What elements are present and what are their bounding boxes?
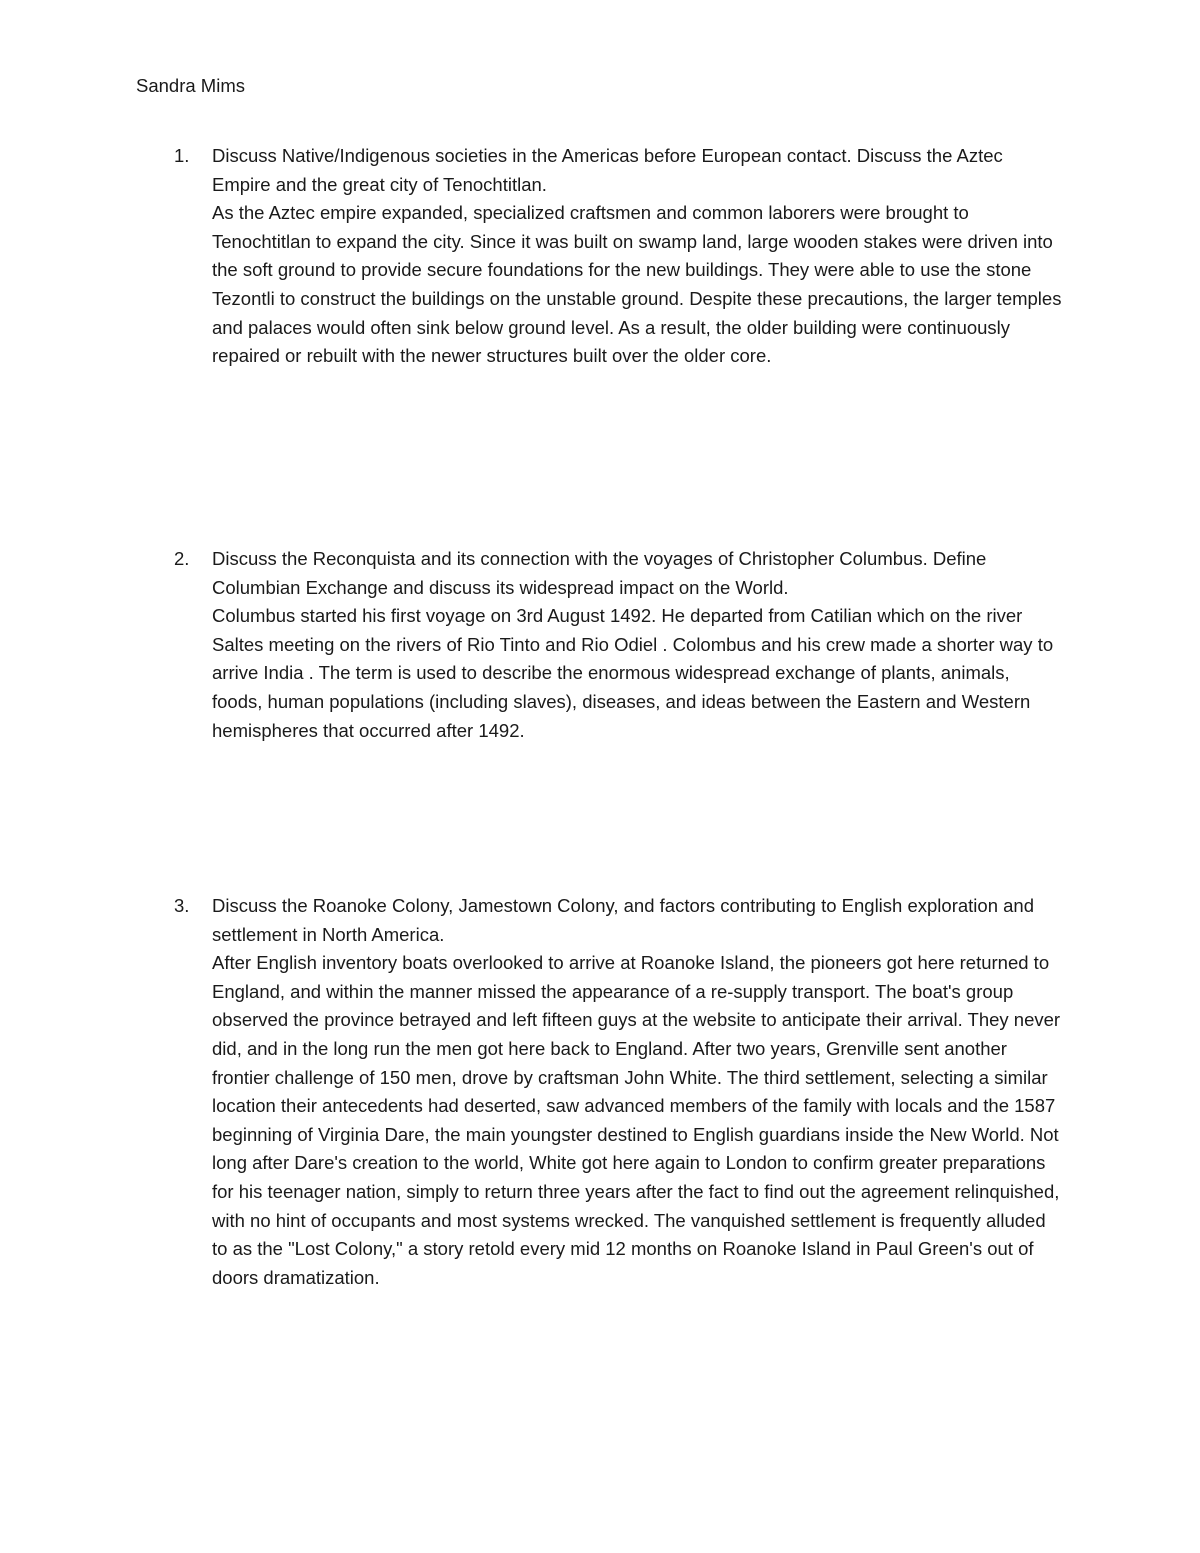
question-prompt: Discuss the Reconquista and its connection with the voyages of Christopher Columbus. Define Columbian Exchange and discuss its widespread impact on the World.: [212, 548, 987, 598]
question-number: 2.: [174, 548, 190, 569]
question-body: [212, 142, 1062, 371]
question-prompt: Discuss the Roanoke Colony, Jamestown Colony, and factors contributing to English exploration and settlement in North America.: [212, 895, 1034, 945]
question-body: [212, 545, 1062, 745]
question-answer: As the Aztec empire expanded, specialized craftsmen and common laborers were brought to Tenochtitlan to expand the city. Since it was built on swamp land, large wooden stakes were driven into the soft ground to provide secure foundations for the new buildings. They were able to use the stone Tezontli to construct the buildings on the unstable ground. Despite these precautions, the larger temples and palaces would often sink below ground level. As a result, the older building were continuously repaired or rebuilt with the newer structures built over the older core.: [212, 202, 1062, 367]
question-body: [212, 892, 1062, 1292]
question-number: 3.: [174, 895, 190, 916]
question-prompt: Discuss Native/Indigenous societies in the Americas before European contact. Discuss the Aztec Empire and the great city of Tenochtitlan.: [212, 145, 1003, 195]
question-answer: Columbus started his first voyage on 3rd August 1492. He departed from Catilian which on the river Saltes meeting on the rivers of Rio Tinto and Rio Odiel . Colombus and his crew made a shorter way to arrive India . The term is used to describe the enormous widespread exchange of plants, animals, foods, human populations (including slaves), diseases, and ideas between the Eastern and Western hemispheres that occurred after 1492.: [212, 605, 1054, 741]
question-answer: After English inventory boats overlooked to arrive at Roanoke Island, the pioneers got here returned to England, and within the manner missed the appearance of a re-supply transport. The boat's group observed the province betrayed and left fifteen guys at the website to anticipate their arrival. They never did, and in the long run the men got here back to England. After two years, Grenville sent another frontier challenge of 150 men, drove by craftsman John White. The third settlement, selecting a similar location their antecedents had deserted, saw advanced members of the family with locals and the 1587 beginning of Virginia Dare, the main youngster destined to English guardians inside the New World. Not long after Dare's creation to the world, White got here again to London to confirm greater preparations for his teenager nation, simply to return three years after the fact to find out the agreement relinquished, with no hint of occupants and most systems wrecked. The vanquished settlement is frequently alluded to as the "Lost Colony," a story retold every mid 12 months on Roanoke Island in Paul Green's out of doors dramatization.: [212, 952, 1061, 1288]
question-number: 1.: [174, 145, 190, 166]
author-name: Sandra Mims: [136, 75, 245, 96]
